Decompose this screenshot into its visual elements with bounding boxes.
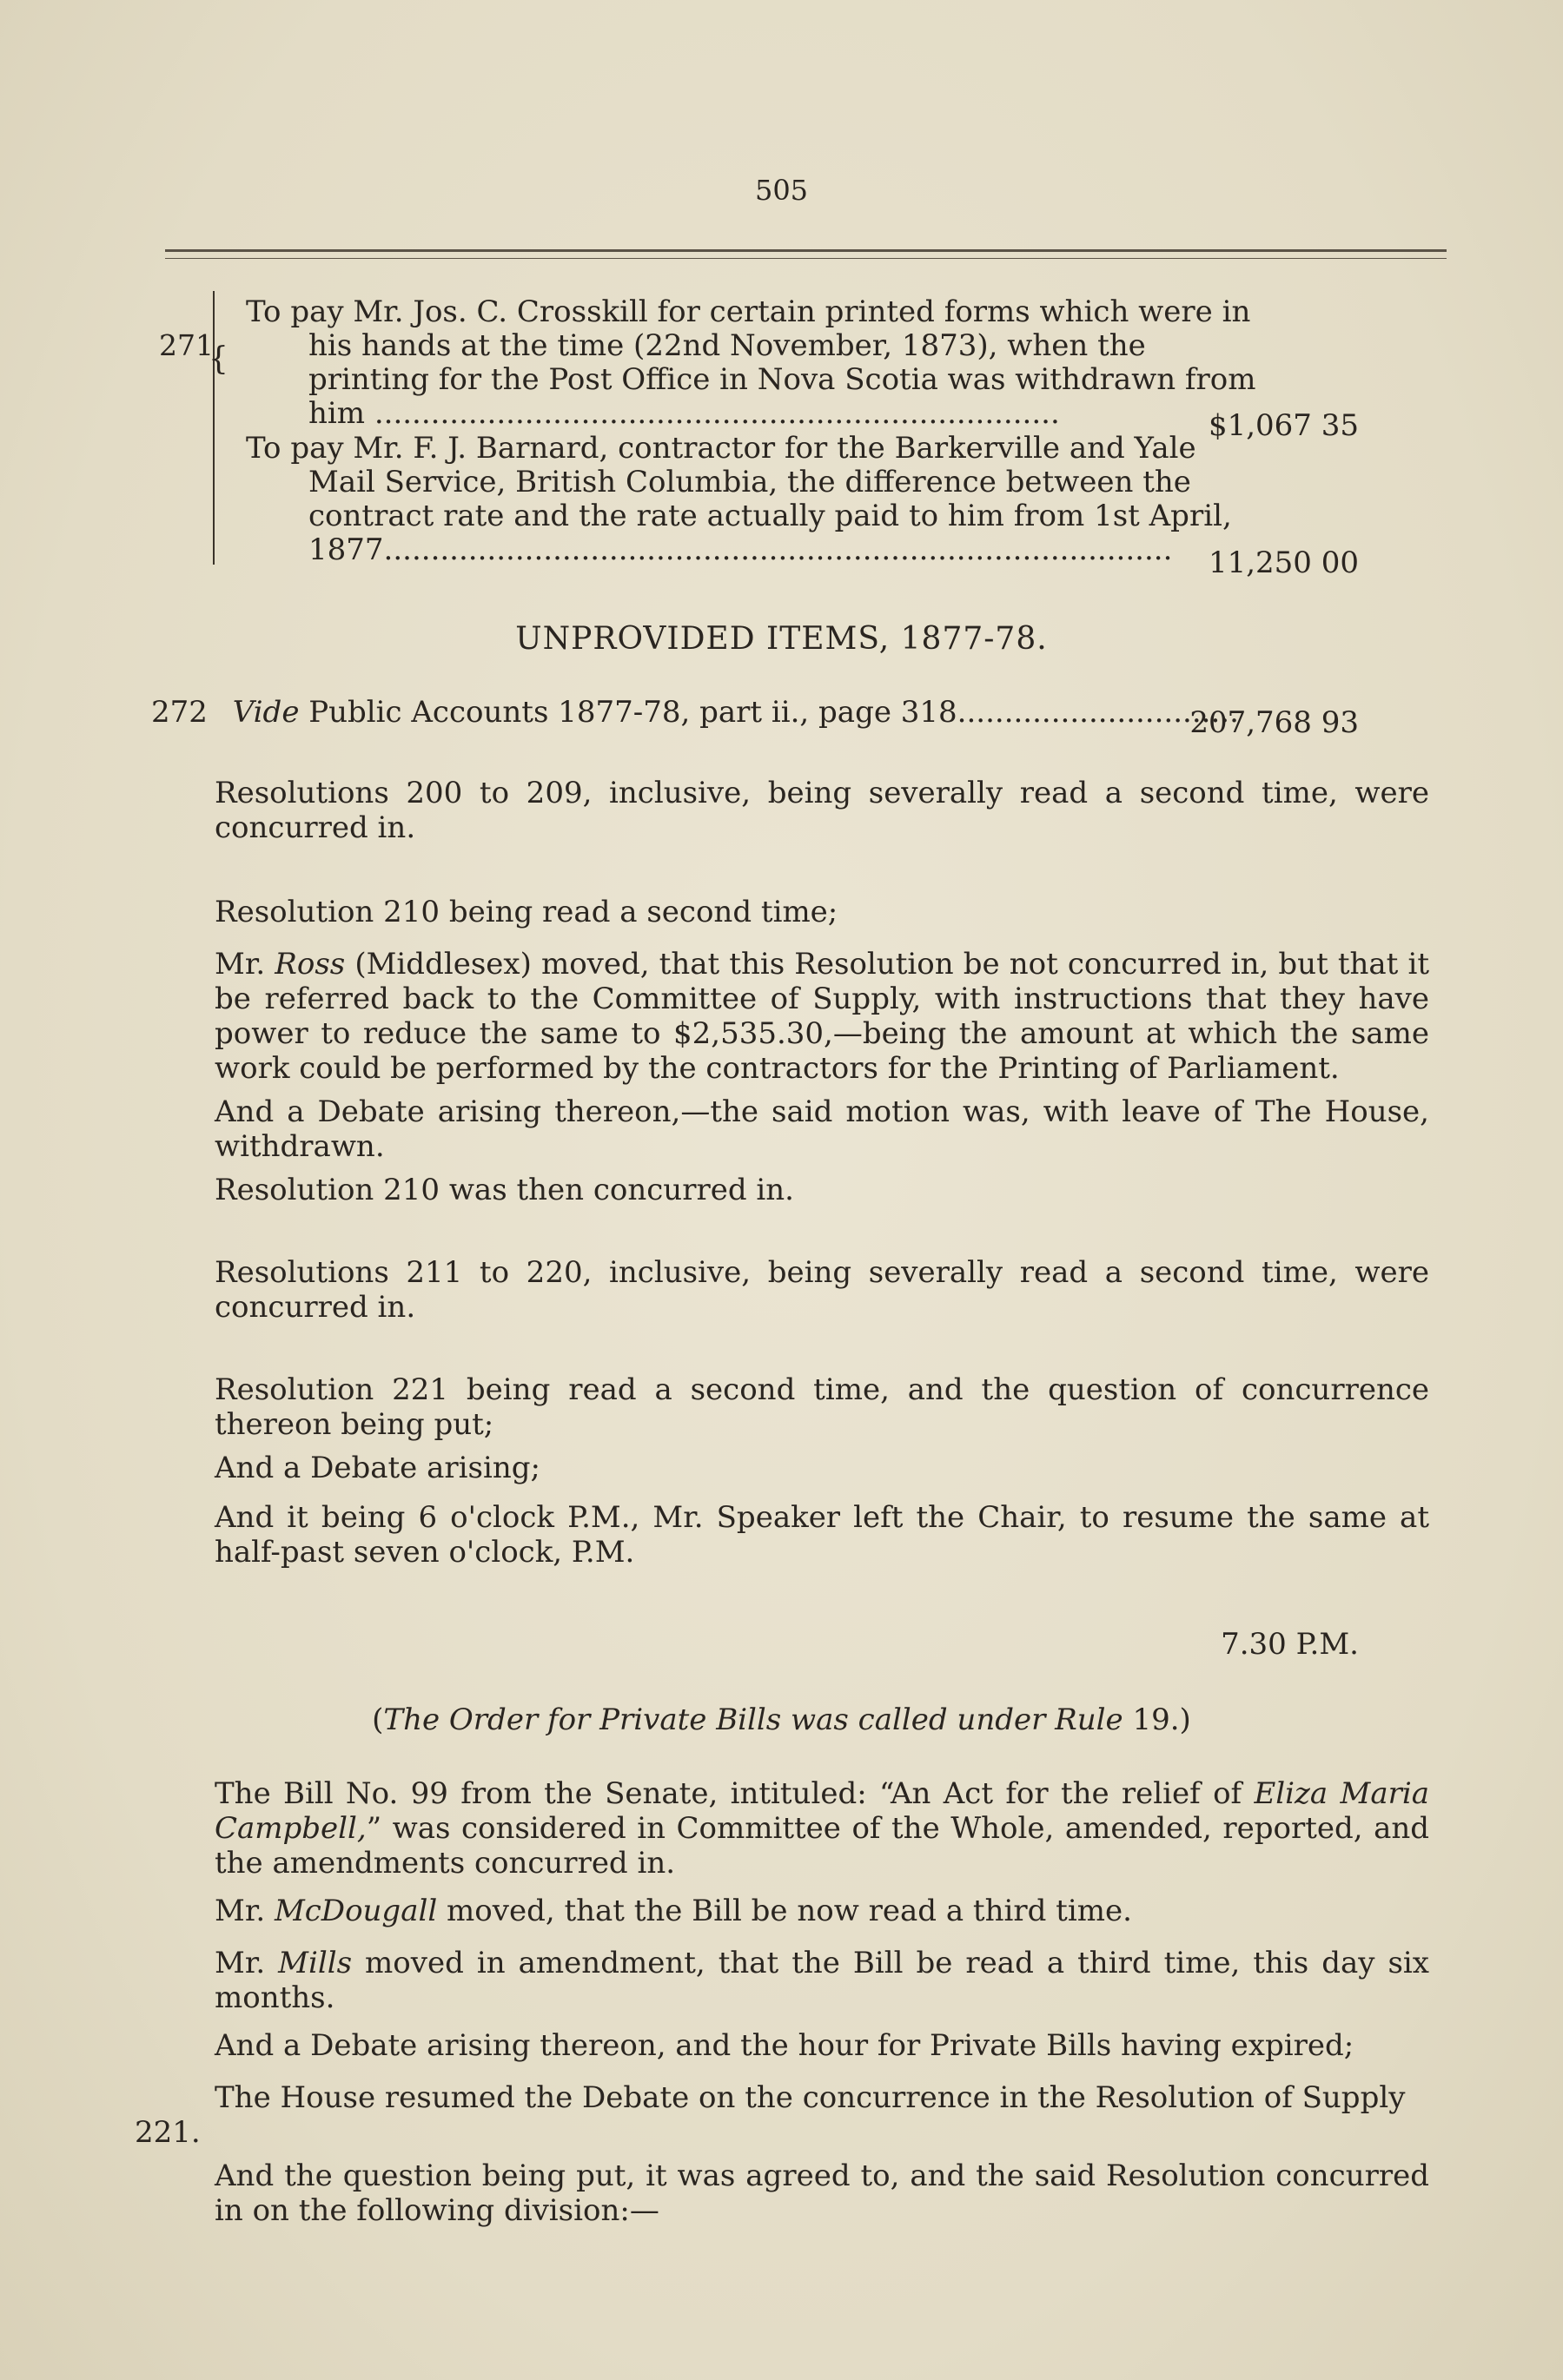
item-272-amount: 207,768 93 bbox=[1189, 705, 1359, 740]
paragraph-1-text: Resolutions 200 to 209, inclusive, being severally read a second time, were concurred in. bbox=[215, 776, 1429, 845]
b2-post: moved, that the Bill be now read a third time. bbox=[437, 1894, 1132, 1928]
order-note bbox=[0, 1702, 1563, 1737]
paragraph-3 bbox=[135, 947, 1429, 1086]
brace-tip: { bbox=[209, 341, 228, 377]
b1-name: Eliza Maria Campbell, bbox=[215, 1776, 1429, 1846]
item-272-text: Public Accounts 1877-78, part ii., page 318 bbox=[299, 695, 957, 730]
item-271-number: 271 bbox=[159, 328, 214, 362]
entry-2-amount: 11,250 00 bbox=[1208, 545, 1359, 580]
bill-paragraph-1 bbox=[135, 1776, 1429, 1881]
paragraph-6-text: Resolutions 211 to 220, inclusive, being severally read a second time, were concurred in. bbox=[215, 1255, 1429, 1325]
b4-text: And a Debate arising thereon, and the hour for Private Bills having expired; bbox=[215, 2028, 1354, 2063]
order-note-text: The Order for Private Bills was called under Rule bbox=[383, 1702, 1123, 1737]
entry-1-leader: ......................................................................... bbox=[365, 396, 1060, 431]
entry-2-text: To pay Mr. F. J. Barnard, contractor for the Barkerville and Yale Mail Service, British Columbia, the difference between the contract rate and the rate actually paid to him from 1st April, 1877 bbox=[246, 431, 1232, 567]
entry-1-text: To pay Mr. Jos. C. Crosskill for certain printed forms which were in his hands at the time (22nd November, 1873), when the printing for the Post Office in Nova Scotia was withdrawn from him bbox=[246, 294, 1256, 431]
bill-paragraph-5 bbox=[135, 2080, 1429, 2150]
entry-2-leader: .................................................................................... bbox=[383, 532, 1173, 567]
b2-name: McDougall bbox=[274, 1894, 438, 1928]
b1-pre: The Bill No. 99 from the Senate, intituled: “An Act for the relief of bbox=[215, 1776, 1255, 1811]
item-272-number: 272 bbox=[151, 695, 208, 730]
item-272-leader: .............................. bbox=[957, 695, 1239, 730]
p3-name: Ross bbox=[275, 947, 346, 982]
order-note-pre: ( bbox=[372, 1702, 384, 1737]
p3-pre: Mr. bbox=[215, 947, 275, 982]
paragraph-8 bbox=[135, 1451, 1429, 1485]
order-note-post: 19.) bbox=[1123, 1702, 1191, 1737]
bill-paragraph-4 bbox=[135, 2028, 1429, 2063]
paragraph-8-text: And a Debate arising; bbox=[215, 1451, 540, 1485]
bill-paragraph-2 bbox=[135, 1894, 1429, 1928]
paragraph-1 bbox=[135, 776, 1429, 845]
item-271-entry-1 bbox=[246, 295, 1271, 431]
time-stamp: 7.30 P.M. bbox=[1221, 1627, 1359, 1662]
paragraph-5 bbox=[135, 1173, 1429, 1207]
page-number: 505 bbox=[754, 174, 809, 207]
entry-1-amount: $1,067 35 bbox=[1208, 408, 1359, 443]
b3-pre: Mr. bbox=[215, 1946, 279, 1980]
section-heading: UNPROVIDED ITEMS, 1877-78. bbox=[515, 621, 1048, 657]
b5-number: 221. bbox=[135, 2115, 201, 2150]
paragraph-9-text: And it being 6 o'clock P.M., Mr. Speaker left the Chair, to resume the same at half-past seven o'clock, P.M. bbox=[215, 1500, 1429, 1570]
b6-text: And the question being put, it was agreed to, and the said Resolution concurred in on the following division:— bbox=[215, 2159, 1429, 2228]
header-rule bbox=[165, 249, 1447, 252]
item-271-brace bbox=[213, 291, 232, 565]
p3-post: (Middlesex) moved, that this Resolution be not concurred in, but that it be referred back to the Committee of Supply, with instructions that they have power to reduce the same to $2,535.30,—being the amount at which the same work could be performed by the contractors for the Printing of Parliament. bbox=[215, 947, 1429, 1086]
b1-post: ” was considered in Committee of the Whole, amended, reported, and the amendments concurred in. bbox=[215, 1811, 1429, 1881]
item-272-vide: Vide bbox=[232, 695, 300, 730]
paragraph-5-text: Resolution 210 was then concurred in. bbox=[215, 1173, 794, 1207]
paragraph-4 bbox=[135, 1094, 1429, 1164]
paragraph-7 bbox=[135, 1372, 1429, 1442]
paragraph-4-text: And a Debate arising thereon,—the said motion was, with leave of The House, withdrawn. bbox=[215, 1094, 1429, 1164]
bill-paragraph-6 bbox=[135, 2159, 1429, 2228]
b5-text: The House resumed the Debate on the concurrence in the Resolution of Supply bbox=[215, 2080, 1406, 2115]
paragraph-7-text: Resolution 221 being read a second time, and the question of concurrence thereon being put; bbox=[215, 1372, 1429, 1442]
b3-post: moved in amendment, that the Bill be read a third time, this day six months. bbox=[215, 1946, 1429, 2015]
b2-pre: Mr. bbox=[215, 1894, 275, 1928]
paragraph-9 bbox=[135, 1500, 1429, 1570]
bill-paragraph-3 bbox=[135, 1946, 1429, 2015]
item-271-entry-2 bbox=[246, 432, 1271, 567]
paragraph-2 bbox=[135, 895, 1429, 929]
paragraph-6 bbox=[135, 1255, 1429, 1325]
paragraph-2-text: Resolution 210 being read a second time; bbox=[215, 895, 838, 929]
b3-name: Mills bbox=[278, 1946, 353, 1980]
header-rule-thin bbox=[165, 258, 1447, 259]
